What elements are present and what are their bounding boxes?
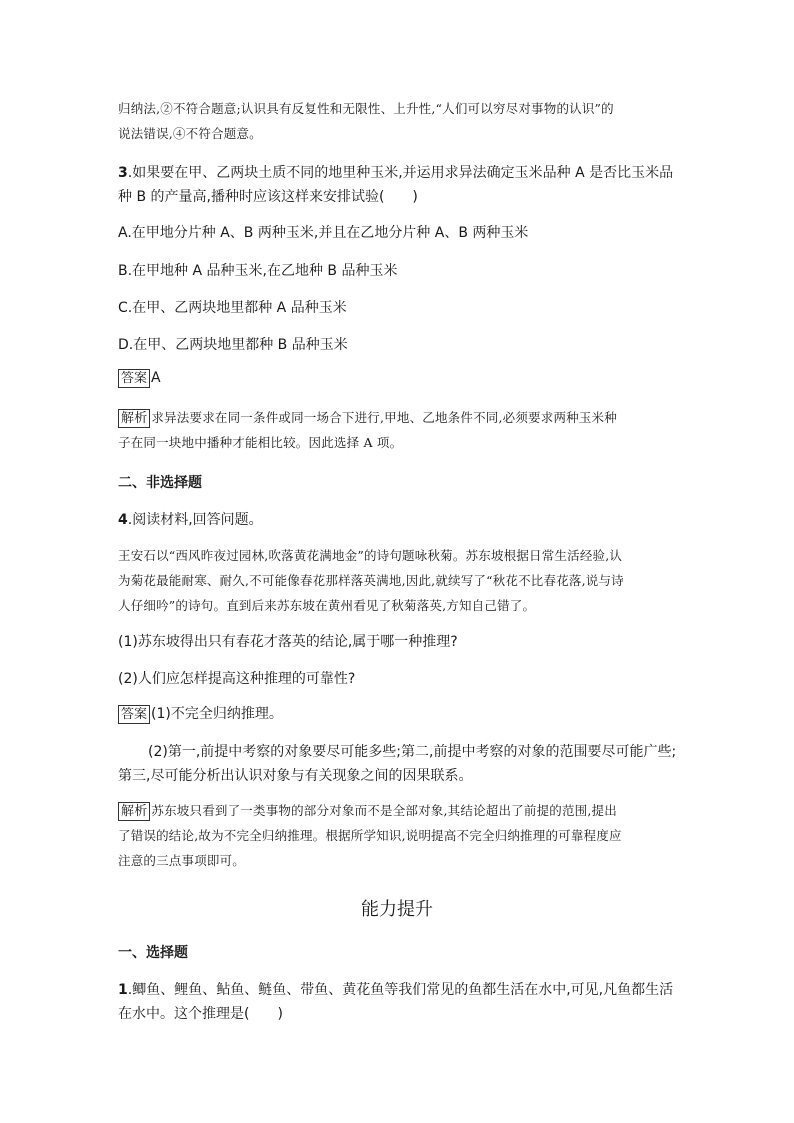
- ability-question-1-line-1: [118, 979, 673, 999]
- sub-question-2: (2)人们应怎样提高这种推理的可靠性?: [118, 671, 356, 687]
- carryover-analysis-line-1: 归纳法,②不符合题意;认识具有反复性和无限性、上升性,“人们可以穷尽对事物的认识”的: [118, 101, 614, 116]
- answer-1: (1)不完全归纳推理。: [151, 706, 283, 722]
- material-line-2: 为菊花最能耐寒、耐久,不可能像春花那样落英满地,因此,就续写了“秋花不比春花落,说与诗: [118, 573, 624, 588]
- question-4-stem: [118, 509, 263, 529]
- question-text: .阅读材料,回答问题。: [127, 512, 263, 528]
- analysis-row-2: 子在同一块地中播种才能相比较。因此选择 A 项。: [118, 435, 403, 450]
- option-b: B.在甲地种 A 品种玉米,在乙地种 B 品种玉米: [118, 263, 398, 279]
- material-line-1: 王安石以“西风昨夜过园林,吹落黄花满地金”的诗句题咏秋菊。苏东坡根据日常生活经验,认: [118, 548, 623, 563]
- analysis-row-1: [118, 408, 617, 428]
- option-a: A.在甲地分片种 A、B 两种玉米,并且在乙地分片种 A、B 两种玉米: [118, 225, 529, 241]
- answer-tag: 答案: [118, 705, 150, 724]
- option-c: C.在甲、乙两块地里都种 A 品种玉米: [118, 300, 347, 316]
- answer-value: A: [151, 370, 161, 386]
- answer-2-line-1: (2)第一,前提中考察的对象要尽可能多些;第二,前提中考察的对象的范围要尽可能广些;: [148, 744, 677, 760]
- ability-question-1-line-2: 在水中。这个推理是( ): [118, 1006, 283, 1022]
- option-d: D.在甲、乙两块地里都种 B 品种玉米: [118, 337, 348, 353]
- answer-2-line-2: 第三,尽可能分析出认识对象与有关现象之间的因果联系。: [118, 768, 473, 784]
- material-line-3: 人仔细吟”的诗句。直到后来苏东坡在黄州看见了秋菊落英,方知自己错了。: [118, 598, 536, 613]
- answer-tag: 答案: [118, 369, 150, 388]
- analysis-row-1: [118, 801, 617, 821]
- carryover-analysis-line-2: 说法错误,④不符合题意。: [118, 126, 262, 141]
- analysis-row-3: 注意的三点事项即可。: [118, 853, 246, 868]
- answer-row: [118, 703, 283, 724]
- question-number: 4: [118, 512, 128, 528]
- question-text: .如果要在甲、乙两块土质不同的地里种玉米,并运用求异法确定玉米品种 A 是否比玉米品: [127, 165, 674, 181]
- section-title-ability: 能力提升: [361, 899, 433, 920]
- sub-question-1: (1)苏东坡得出只有春花才落英的结论,属于哪一种推理?: [118, 634, 458, 650]
- analysis-text: 求异法要求在同一条件或同一场合下进行,甲地、乙地条件不同,必须要求两种玉米种: [151, 410, 617, 425]
- analysis-tag: 解析: [118, 409, 150, 428]
- question-text: .鲫鱼、鲤鱼、鲇鱼、鲢鱼、带鱼、黄花鱼等我们常见的鱼都生活在水中,可见,凡鱼都生活: [127, 982, 674, 998]
- question-3-stem-line-1: [118, 162, 673, 182]
- answer-row: [118, 369, 161, 388]
- question-number: 1: [118, 982, 128, 998]
- question-3-stem-line-2: 种 B 的产量高,播种时应该这样来安排试验( ): [118, 189, 418, 205]
- analysis-text: 苏东坡只看到了一类事物的部分对象而不是全部对象,其结论超出了前提的范围,提出: [151, 803, 617, 818]
- analysis-tag: 解析: [118, 802, 150, 821]
- question-number: 3: [118, 165, 128, 181]
- analysis-row-2: 了错误的结论,故为不完全归纳推理。根据所学知识,说明提高不完全归纳推理的可靠程度应: [118, 828, 622, 843]
- section-heading-non-choice: 二、非选择题: [118, 475, 202, 491]
- section-heading-choice: 一、选择题: [118, 945, 188, 961]
